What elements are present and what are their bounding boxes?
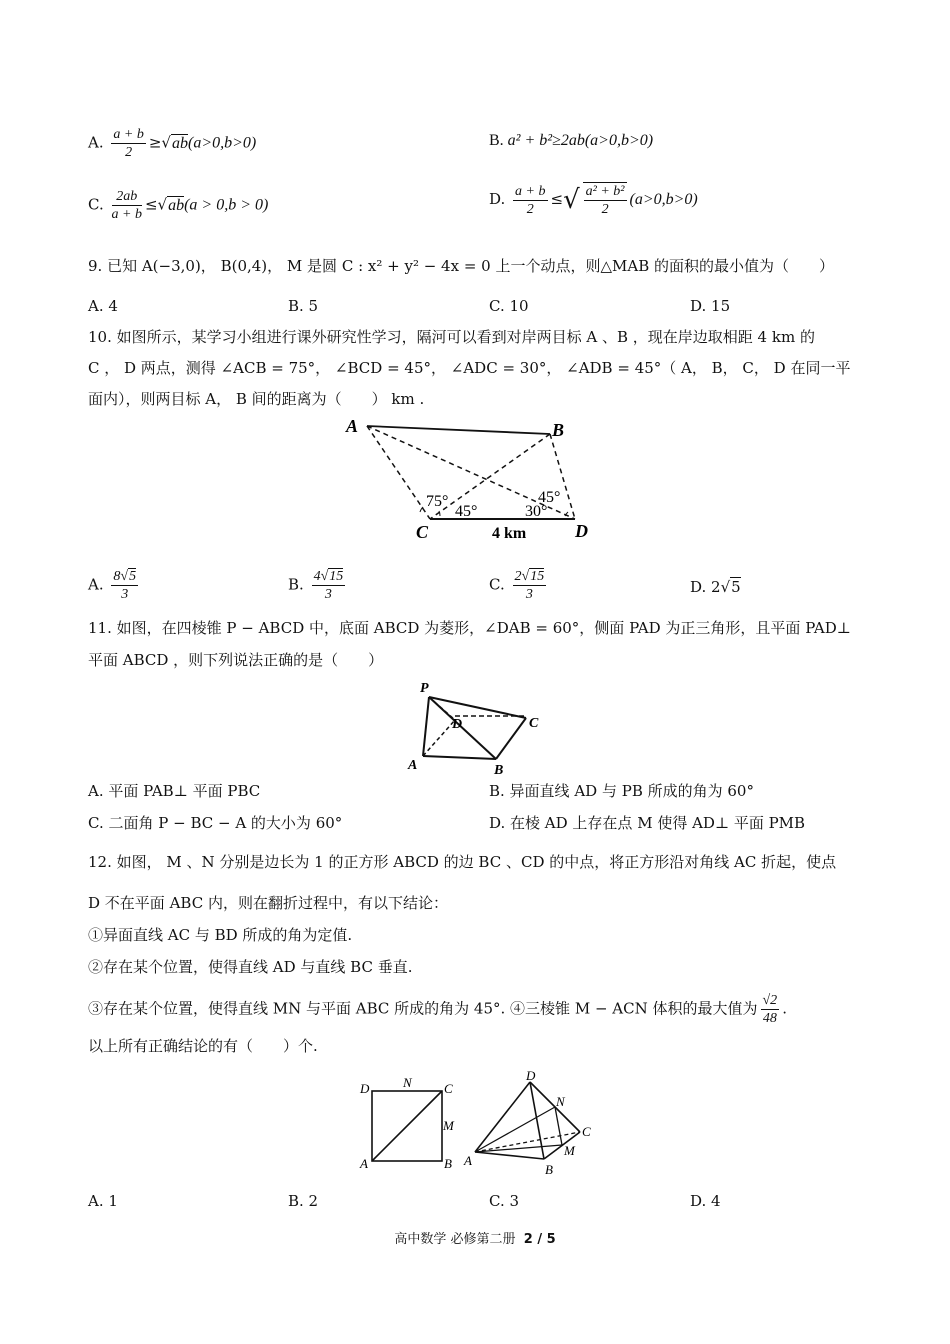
q10-option-c[interactable]: C. $\frac{2√15}{3}$ — [489, 569, 545, 602]
fraction: $\frac{√2}{48}$ — [762, 993, 778, 1026]
q9-option-b[interactable]: B. 5 — [288, 297, 319, 315]
edge-pa — [423, 697, 429, 756]
q11-option-a[interactable]: A. 平面 PAB⊥ 平面 PBC — [88, 782, 261, 800]
q11-stem-line2: 平面 ABCD ，则下列说法正确的是（ ） — [88, 651, 384, 669]
q12-option-c[interactable]: C. 3 — [489, 1192, 520, 1210]
q10-stem-line1: 10. 如图所示，某学习小组进行课外研究性学习，隔河可以看到对岸两目标 A 、B ，现在岸边取相距 4 km 的 — [88, 328, 815, 346]
q12-option-d[interactable]: D. 4 — [690, 1192, 721, 1210]
q10-option-b[interactable]: B. $\frac{4√15}{3}$ — [288, 569, 344, 602]
q12-option-a[interactable]: A. 1 — [88, 1192, 118, 1210]
edge-da — [475, 1082, 530, 1152]
angle-arc — [420, 507, 423, 512]
label-b: B — [552, 420, 565, 440]
fraction: $\frac{8√5}{3}$ — [113, 569, 137, 602]
label-b: B — [444, 1156, 452, 1171]
sqrt-fraction: $\frac{\text{a² + b²}}{2}$ — [583, 182, 627, 218]
label-c: C — [416, 522, 429, 542]
label-d: D — [360, 1081, 370, 1096]
label-a: A — [408, 758, 418, 773]
q11-stem-line1: 11. 如图，在四棱锥 P − ABCD 中，底面 ABCD 为菱形，∠DAB = 60°，侧面 PAD 为正三角形，且平面 PAD⊥ — [88, 619, 851, 637]
label-a: A — [464, 1153, 472, 1168]
q9-option-c[interactable]: C. 10 — [489, 297, 529, 315]
edge-ab — [475, 1152, 544, 1159]
segment-ac — [367, 426, 430, 519]
label-a: A — [346, 416, 359, 436]
q10-stem-line2: C ， D 两点，测得 ∠ACB = 75°， ∠BCD = 45°， ∠ADC = 30°， ∠ADB = 45°（ A， B， C， D 在同一平 — [88, 359, 851, 377]
angle-label-30: 30° — [525, 503, 548, 520]
q12-stem-line2: D 不在平面 ABC 内，则在翻折过程中，有以下结论： — [88, 894, 448, 912]
q11-option-d[interactable]: D. 在棱 AD 上存在点 M 使得 AD⊥ 平面 PMB — [489, 814, 806, 832]
label-m: M — [443, 1118, 454, 1133]
q9-option-d[interactable]: D. 15 — [690, 297, 731, 315]
q12-option-b[interactable]: B. 2 — [288, 1192, 319, 1210]
label-c: C — [444, 1081, 453, 1096]
q10-option-a[interactable]: A. $\frac{8√5}{3}$ — [88, 569, 137, 602]
label-a: A — [360, 1156, 368, 1171]
fraction: $\frac{2ab}{a + b}$ — [111, 189, 142, 222]
segment-ab — [367, 426, 550, 434]
label-b: B — [545, 1162, 553, 1177]
label-d: D — [526, 1068, 536, 1083]
angle-label-75: 75° — [426, 493, 449, 510]
q8-option-a[interactable]: A. $\frac{a + b}{2}$ ≥√ab(a>0,b>0) — [88, 127, 257, 160]
fraction: $\frac{4√15}{3}$ — [313, 569, 344, 602]
fraction: $\frac{a + b}{2}$ — [515, 183, 546, 217]
q10-figure — [340, 412, 610, 548]
footer-page-number: 2 / 5 — [523, 1232, 556, 1247]
label-d: D — [575, 521, 588, 541]
fraction: $\frac{a + b}{2}$ — [113, 127, 144, 160]
edge-ab — [423, 756, 496, 759]
q12-statement-1: ①异面直线 AC 与 BD 所成的角为定值. — [88, 926, 353, 944]
q12-figure-folded — [462, 1068, 602, 1180]
q12-stem-line1: 12. 如图， M 、N 分别是边长为 1 的正方形 ABCD 的边 BC 、CD 的中点，将正方形沿对角线 AC 折起，使点 — [88, 853, 837, 871]
q8-option-d[interactable]: D. $\frac{a + b}{2}$ ≤√ $\frac{\text{a² + b²}}{2}$ (a>0,b>0) — [489, 183, 698, 217]
label-b: B — [494, 763, 504, 776]
label-d: D — [452, 717, 463, 732]
q10-stem-line3: 面内），则两目标 A， B 间的距离为（ ） km . — [88, 390, 425, 408]
q9-stem: 9. 已知 A(−3,0)， B(0,4)， M 是圆 C : x² + y² − 4x = 0 上一个动点，则△MAB 的面积的最小值为（ ） — [88, 257, 834, 275]
edge-ad — [423, 720, 455, 756]
segment-am — [475, 1145, 562, 1152]
edge-pb — [429, 697, 496, 759]
q11-option-b[interactable]: B. 异面直线 AD 与 PB 所成的角为 60° — [489, 782, 754, 800]
fraction: $\frac{2√15}{3}$ — [514, 569, 545, 602]
q8-option-b[interactable]: B. a² + b²≥2ab(a>0,b>0) — [489, 132, 654, 149]
q10-option-d[interactable]: D. 2√5 — [690, 578, 741, 596]
distance-label: 4 km — [492, 525, 527, 542]
edge-bc — [496, 718, 526, 759]
q12-statement-2: ②存在某个位置，使得直线 AD 与直线 BC 垂直. — [88, 958, 413, 976]
label-c: C — [529, 716, 539, 731]
q9-option-a[interactable]: A. 4 — [88, 297, 118, 315]
page-footer — [0, 1228, 950, 1247]
diagonal-ac — [372, 1091, 442, 1161]
label-n: N — [556, 1094, 565, 1109]
q12-stem-end: 以上所有正确结论的有（ ）个. — [88, 1037, 318, 1055]
label-c: C — [582, 1124, 591, 1139]
segment-an — [475, 1107, 555, 1152]
angle-arc — [439, 511, 440, 516]
q11-option-c[interactable]: C. 二面角 P − BC − A 的大小为 60° — [88, 814, 343, 832]
segment-bd — [550, 434, 575, 519]
footer-subject: 高中数学 必修第二册 — [394, 1232, 516, 1247]
label-p: P — [420, 681, 429, 696]
q12-figure-square — [355, 1074, 465, 1174]
edge-pc — [429, 697, 526, 718]
q12-statement-3: ③存在某个位置，使得直线 MN 与平面 ABC 所成的角为 45°. ④三棱锥 M − ACN 体积的最大值为 $\frac{√2}{48}$ . — [88, 993, 787, 1026]
label-m: M — [564, 1143, 575, 1158]
q8-option-c[interactable]: C. $\frac{2ab}{a + b}$ ≤√ab(a > 0,b > 0) — [88, 189, 269, 222]
q11-figure — [400, 676, 550, 776]
angle-label-45-c: 45° — [455, 503, 478, 520]
label-n: N — [403, 1075, 412, 1090]
angle-label-45-d: 45° — [538, 489, 561, 506]
